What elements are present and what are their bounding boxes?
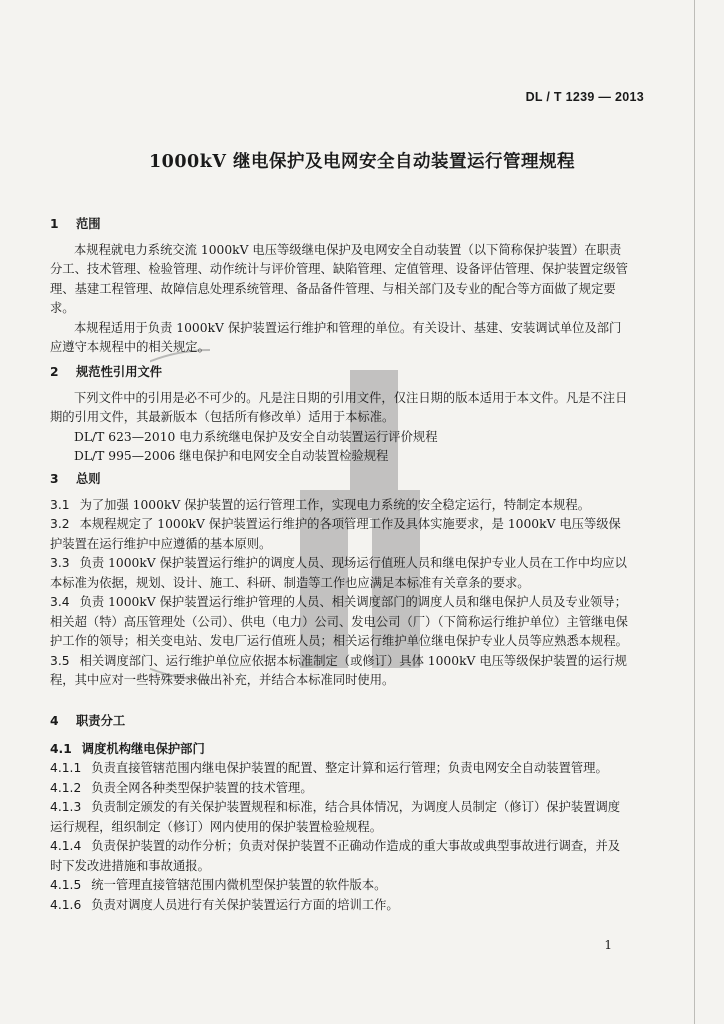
clause: 4.1.5 统一管理直接管辖范围内微机型保护装置的软件版本。 <box>50 878 387 892</box>
reference-item: DL/T 995—2006 继电保护和电网安全自动装置检验规程 <box>74 449 389 463</box>
document-title: 1000kV 继电保护及电网安全自动装置运行管理规程 <box>148 152 575 172</box>
section-heading: 4 职责分工 <box>50 714 126 728</box>
section-3 <box>50 470 630 691</box>
clause: 3.2 本规程规定了 1000kV 保护装置运行维护的各项管理工作及具体实施要求，是 1000kV 电压等级保护装置在运行维护中应遵循的基本原则。 <box>50 517 621 551</box>
section-1 <box>50 215 630 358</box>
clause: 3.4 负责 1000kV 保护装置运行维护管理的人员、相关调度部门的调度人员和继电保护人员及专业领导；相关超（特）高压管理处（公司）、供电（电力）公司、发电公司（厂）（下简称运行维护单位）主管继电保护工作的领导；相关变电站、发电厂运行值班人员；相关运行维护单位继电保护专业人员等应熟悉本规程。 <box>50 595 628 648</box>
section-4 <box>50 712 630 915</box>
clause: 3.5 相关调度部门、运行维护单位应依据本标准制定（或修订）具体 1000kV 电压等级保护装置的运行规程，其中应对一些特殊要求做出补充，并结合本标准同时使用。 <box>50 653 627 687</box>
paragraph: 下列文件中的引用是必不可少的。凡是注日期的引用文件，仅注日期的版本适用于本文件。凡是不注日期的引用文件，其最新版本（包括所有修改单）适用于本标准。 <box>50 390 628 424</box>
clause: 4.1.1 负责直接管辖范围内继电保护装置的配置、整定计算和运行管理；负责电网安全自动装置管理。 <box>50 761 608 775</box>
clause: 4.1.6 负责对调度人员进行有关保护装置运行方面的培训工作。 <box>50 897 399 912</box>
paragraph: 本规程适用于负责 1000kV 保护装置运行维护和管理的单位。有关设计、基建、安装调试单位及部门应遵守本规程中的相关规定。 <box>50 320 622 354</box>
section-2 <box>50 363 630 467</box>
paragraph: 本规程就电力系统交流 1000kV 电压等级继电保护及电网安全自动装置（以下简称保护装置）在职责分工、技术管理、检验管理、动作统计与评价管理、缺陷管理、定值管理、设备评估管理、保护装置定级管理、基建工程管理、故障信息处理系统管理、备品备件管理、与相关部门及专业的配合等方面做了规定要求。 <box>50 242 628 315</box>
clause: 3.3 负责 1000kV 保护装置运行维护的调度人员、现场运行值班人员和继电保护专业人员在工作中均应以本标准为依据，规划、设计、施工、科研、制造等工作也应满足本标准有关章条的要求。 <box>50 556 627 590</box>
section-heading: 2 规范性引用文件 <box>50 365 163 379</box>
reference-item: DL/T 623—2010 电力系统继电保护及安全自动装置运行评价规程 <box>74 429 438 444</box>
clause: 3.1 为了加强 1000kV 保护装置的运行管理工作，实现电力系统的安全稳定运行，特制定本规程。 <box>50 497 590 512</box>
clause: 4.1.3 负责制定颁发的有关保护装置规程和标准，结合具体情况，为调度人员制定（修订）保护装置调度运行规程，组织制定（修订）网内使用的保护装置检验规程。 <box>50 800 621 834</box>
clause: 4.1.2 负责全网各种类型保护装置的技术管理。 <box>50 780 313 795</box>
section-heading: 1 范围 <box>50 217 101 231</box>
clause: 4.1.4 负责保护装置的动作分析；负责对保护装置不正确动作造成的重大事故或典型事故进行调查，并及时下发改进措施和事故通报。 <box>50 839 621 873</box>
page-number: 1 <box>604 938 612 952</box>
subsection-heading: 4.1 调度机构继电保护部门 <box>50 741 205 756</box>
section-heading: 3 总则 <box>50 472 101 486</box>
standard-number: DL / T 1239 — 2013 <box>525 90 644 104</box>
